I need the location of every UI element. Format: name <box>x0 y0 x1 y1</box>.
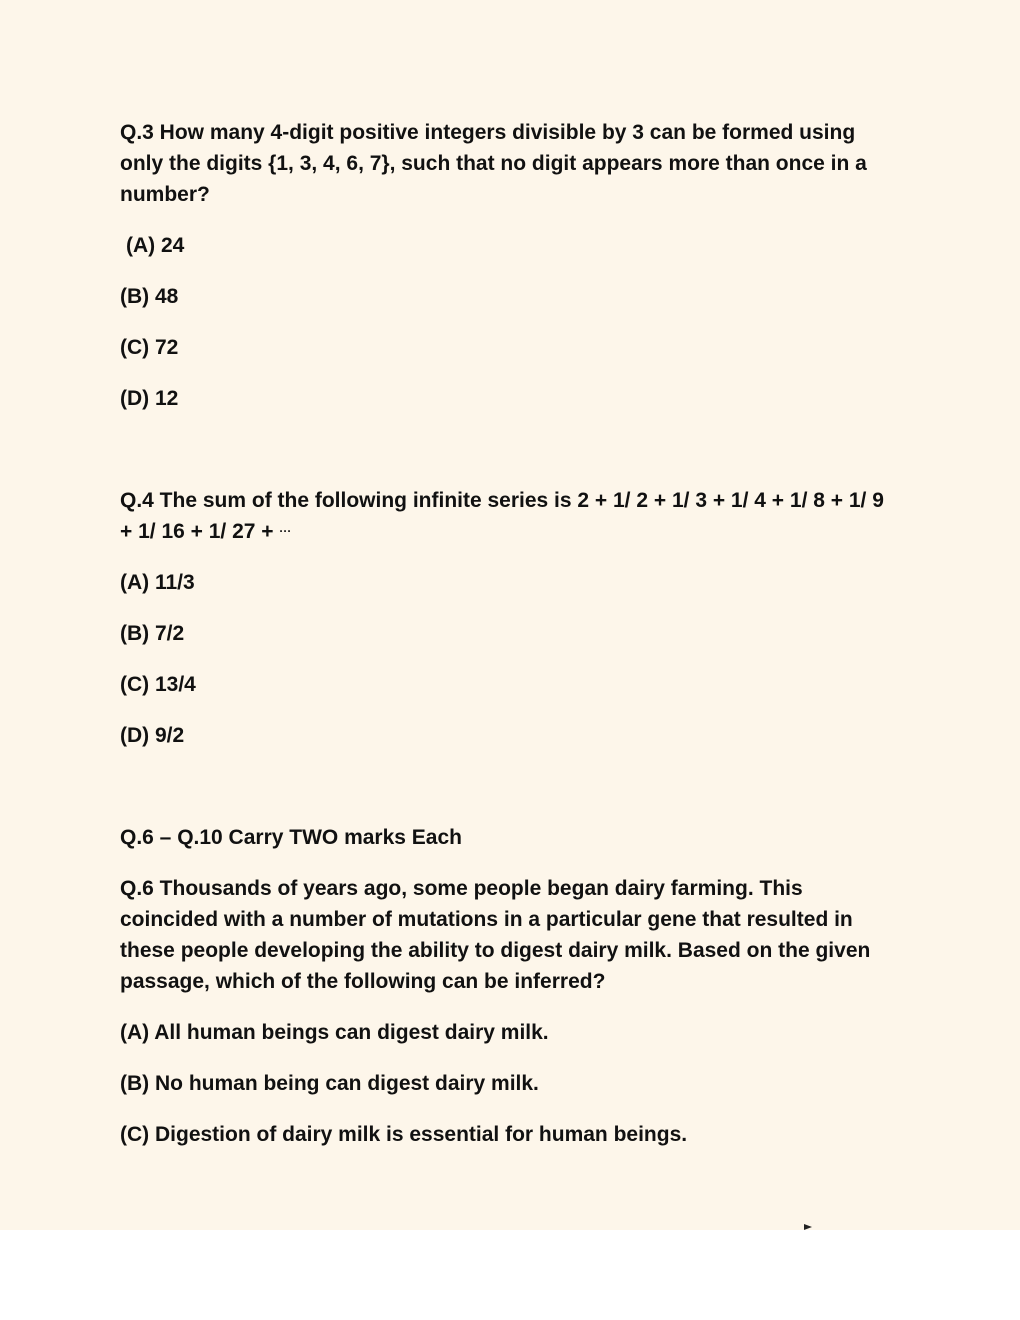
question-3-option-d: (D) 12 <box>120 387 179 410</box>
question-3-option-c: (C) 72 <box>120 336 179 359</box>
question-3-option-b: (B) 48 <box>120 285 179 308</box>
question-6-option-c: (C) Digestion of dairy milk is essential for human beings. <box>120 1123 688 1146</box>
question-6-option-b: (B) No human being can digest dairy milk. <box>120 1072 539 1095</box>
spacer <box>120 771 900 822</box>
question-6-option-a: (A) All human beings can digest dairy milk. <box>120 1021 549 1044</box>
question-4-ellipsis: ··· <box>279 524 292 538</box>
question-4-option-b: (B) 7/2 <box>120 622 185 645</box>
mouse-pointer-icon <box>804 1224 812 1230</box>
spacer <box>120 434 900 485</box>
page-content <box>120 117 900 1170</box>
question-3-option-a: (A) 24 <box>126 234 185 257</box>
section-title: Q.6 – Q.10 Carry TWO marks Each <box>120 826 462 849</box>
question-3-text: Q.3 How many 4-digit positive integers divisible by 3 can be formed using only the digits {1, 3, 4, 6, 7}, such that no digit appears more than once in a number? <box>120 121 867 206</box>
question-4-option-d: (D) 9/2 <box>120 724 185 747</box>
question-4 <box>120 485 900 547</box>
question-6-text: Q.6 Thousands of years ago, some people began dairy farming. This coincided with a number of mutations in a particular gene that resulted in these people developing the ability to digest dairy milk. Based on the given passage, which of the following can be inferred? <box>120 877 871 993</box>
question-4-text: Q.4 The sum of the following infinite series is 2 + 1/ 2 + 1/ 3 + 1/ 4 + 1/ 8 + 1/ 9 + 1/ 16 + 1/ 27 + <box>120 489 884 543</box>
question-4-option-c: (C) 13/4 <box>120 673 196 696</box>
question-4-option-a: (A) 11/3 <box>120 571 195 594</box>
